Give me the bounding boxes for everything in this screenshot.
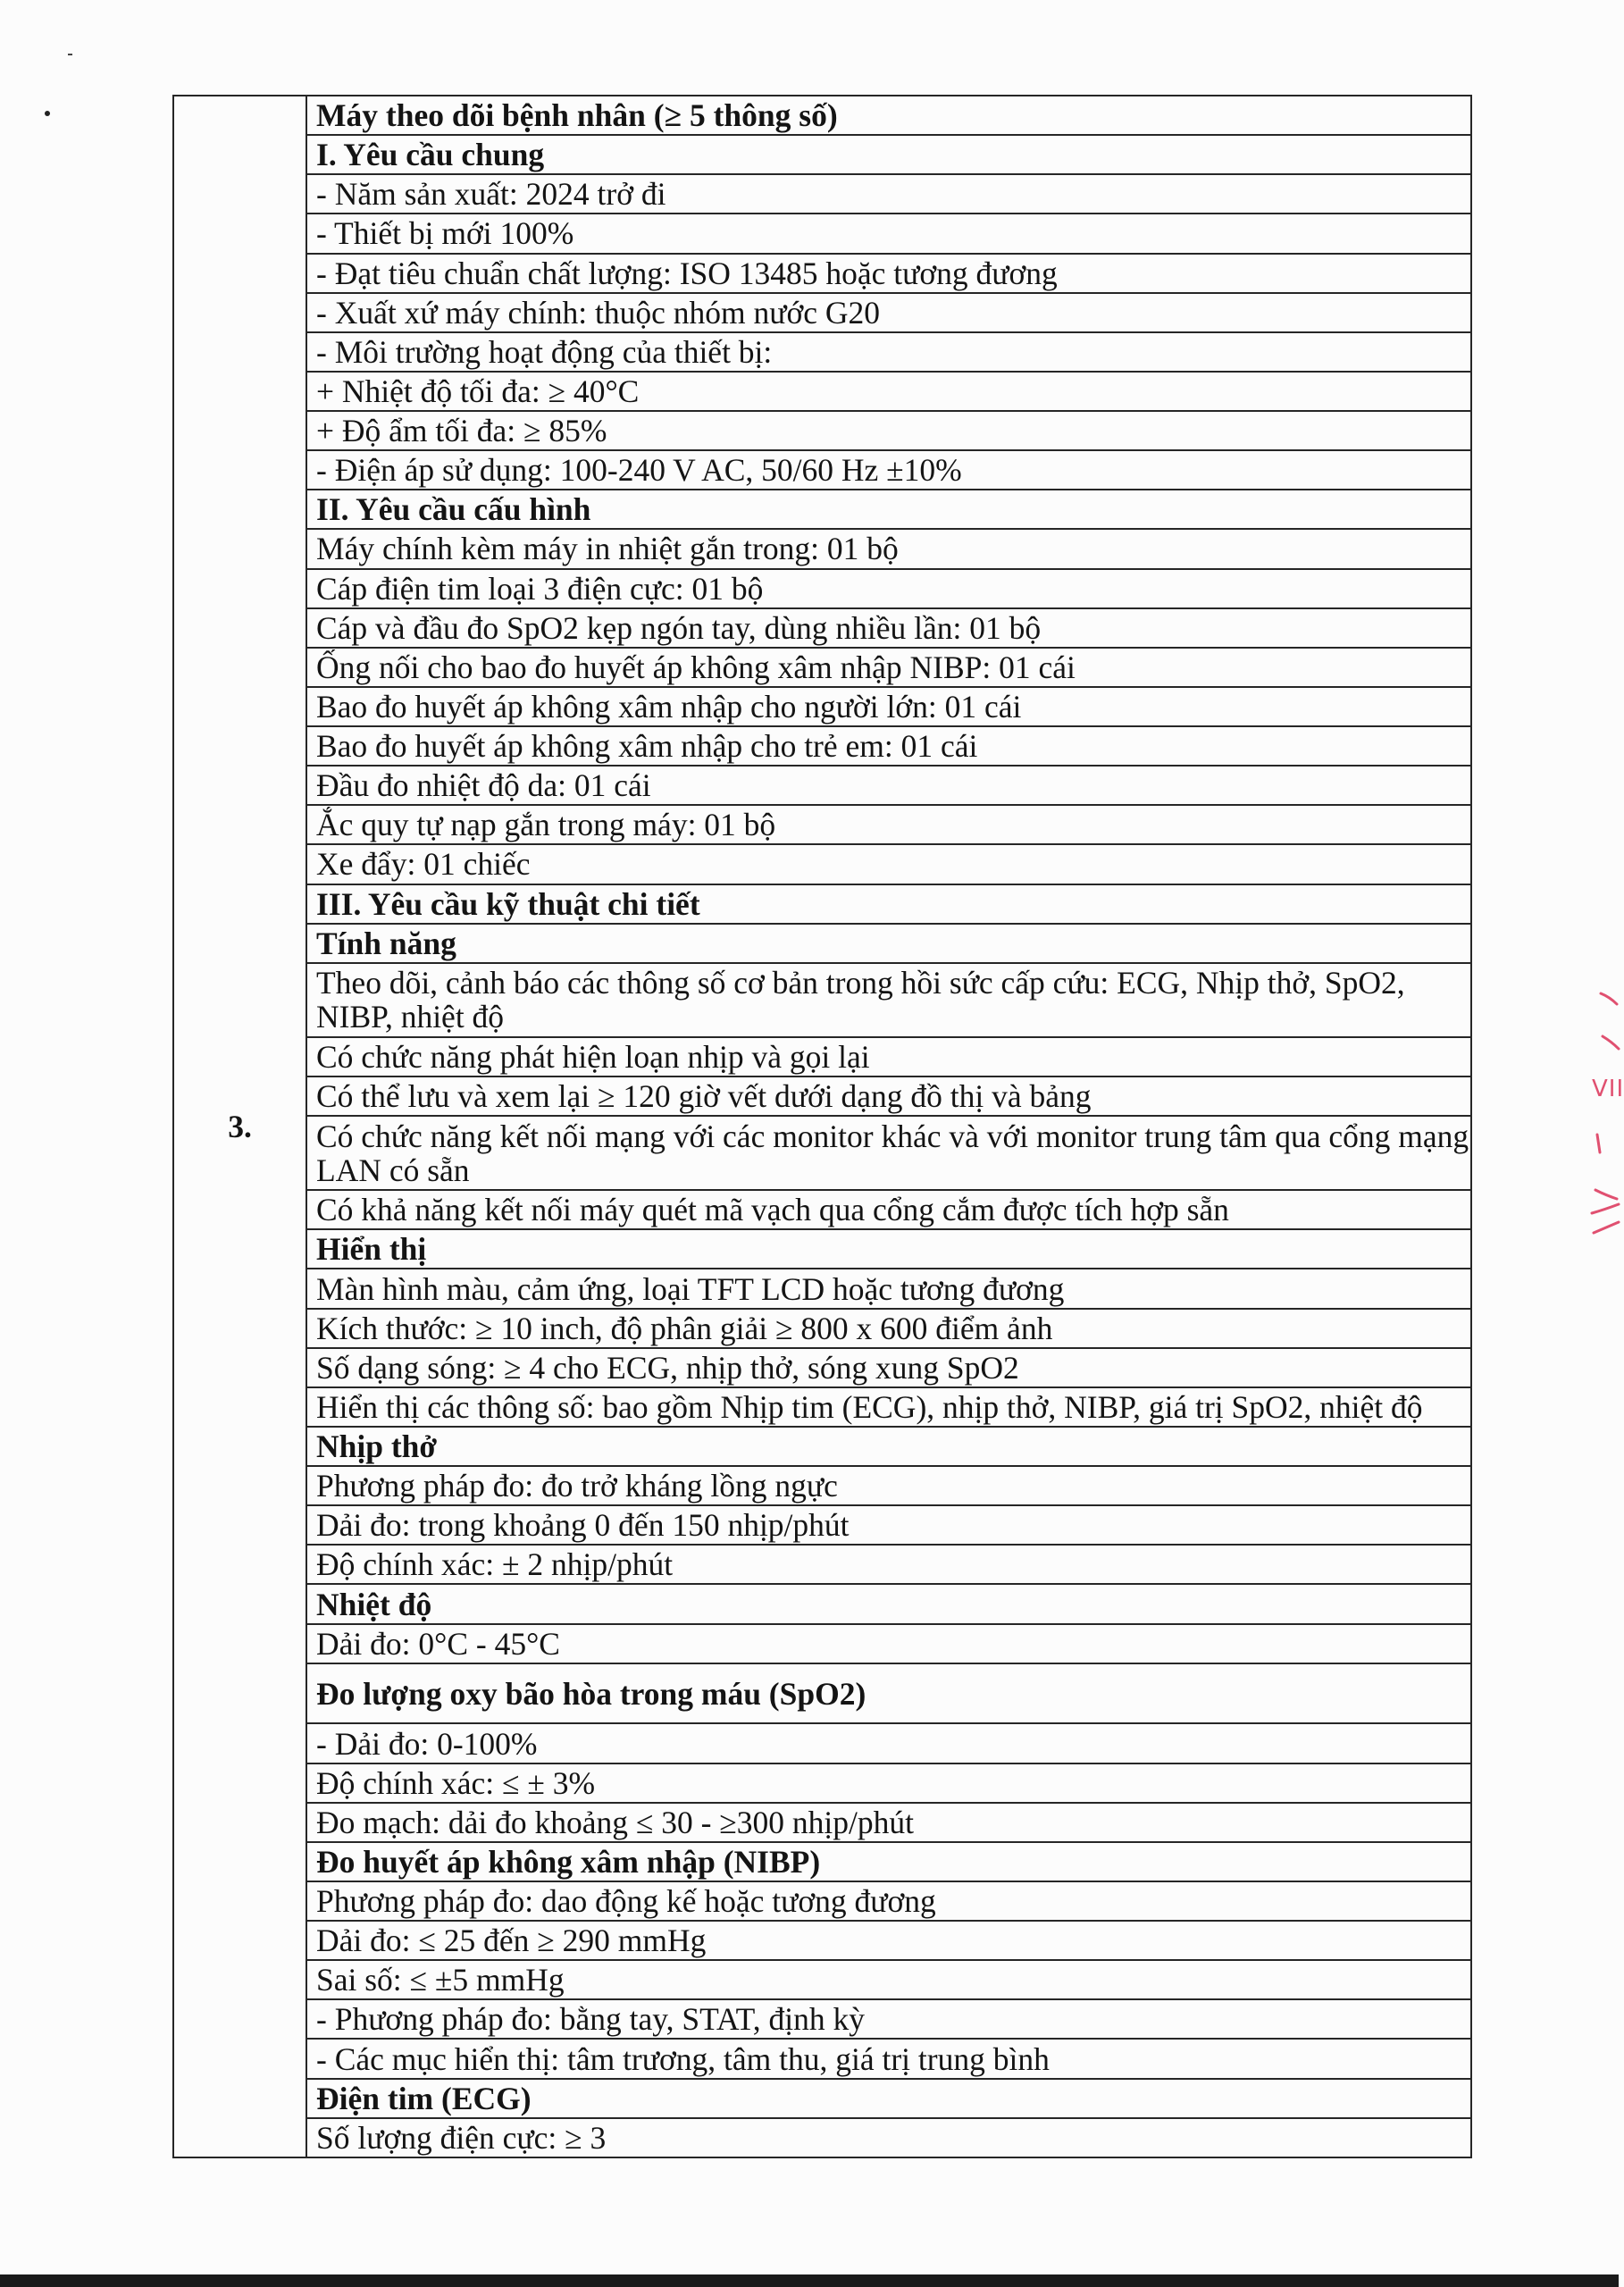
spec-item-cell: - Môi trường hoạt động của thiết bị: (306, 332, 1471, 372)
table-row (173, 490, 1471, 529)
table-row (173, 569, 1471, 608)
spec-item-cell: Số lượng điện cực: ≥ 3 (306, 2118, 1471, 2157)
section-heading-cell: I. Yêu cầu chung (306, 135, 1471, 174)
section-heading-cell: Nhiệt độ (306, 1584, 1471, 1623)
table-row (173, 1624, 1471, 1663)
table-row (173, 1505, 1471, 1545)
table-row (173, 1076, 1471, 1116)
table-row (173, 1269, 1471, 1308)
spec-item-cell: Độ chính xác: ± 2 nhịp/phút (306, 1545, 1471, 1584)
spec-item-cell: Hiển thị các thông số: bao gồm Nhịp tim (ECG), nhịp thở, NIBP, giá trị SpO2, nhiệt độ (306, 1387, 1471, 1427)
section-heading-cell: Máy theo dõi bệnh nhân (≥ 5 thông số) (306, 96, 1471, 135)
table-row (173, 1229, 1471, 1269)
table-row (173, 726, 1471, 766)
table-row (173, 608, 1471, 648)
spec-item-cell: Kích thước: ≥ 10 inch, độ phân giải ≥ 800 x 600 điểm ảnh (306, 1309, 1471, 1348)
stamp-fragment-mark (1590, 983, 1619, 1251)
spec-item-cell: Có chức năng phát hiện loạn nhịp và gọi lại (306, 1037, 1471, 1076)
table-row (173, 372, 1471, 411)
scan-speck (68, 54, 72, 55)
spec-item-cell: + Nhiệt độ tối đa: ≥ 40°C (306, 372, 1471, 411)
table-row (173, 924, 1471, 963)
table-row (173, 254, 1471, 293)
spec-item-cell: - Năm sản xuất: 2024 trở đi (306, 174, 1471, 214)
spec-item-cell: + Độ ẩm tối đa: ≥ 85% (306, 411, 1471, 450)
table-row (173, 293, 1471, 332)
table-row (173, 1999, 1471, 2039)
spec-item-cell: Bao đo huyết áp không xâm nhập cho trẻ em: 01 cái (306, 726, 1471, 766)
table-row (173, 648, 1471, 687)
table-row (173, 1921, 1471, 1960)
table-row (173, 1387, 1471, 1427)
spec-item-cell: - Thiết bị mới 100% (306, 214, 1471, 253)
spec-item-cell: Bao đo huyết áp không xâm nhập cho người lớn: 01 cái (306, 687, 1471, 726)
spec-item-cell: Có thể lưu và xem lại ≥ 120 giờ vết dưới dạng đồ thị và bảng (306, 1076, 1471, 1116)
stamp-fragment-text: VII (1592, 1076, 1624, 1102)
spec-item-cell: Màn hình màu, cảm ứng, loại TFT LCD hoặc tương đương (306, 1269, 1471, 1308)
spec-item-cell: Máy chính kèm máy in nhiệt gắn trong: 01 bộ (306, 529, 1471, 568)
section-heading-cell: Hiển thị (306, 1229, 1471, 1269)
table-row (173, 1763, 1471, 1803)
spec-item-cell: - Điện áp sử dụng: 100-240 V AC, 50/60 Hz ±10% (306, 450, 1471, 490)
table-row (173, 96, 1471, 135)
spec-item-cell: - Đạt tiêu chuẩn chất lượng: ISO 13485 hoặc tương đương (306, 254, 1471, 293)
table-row (173, 1960, 1471, 1999)
table-row (173, 411, 1471, 450)
section-heading-cell: Đo huyết áp không xâm nhập (NIBP) (306, 1842, 1471, 1881)
section-heading-cell: Đo lượng oxy bão hòa trong máu (SpO2) (306, 1663, 1471, 1724)
spec-item-cell: Đầu đo nhiệt độ da: 01 cái (306, 766, 1471, 805)
table-row (173, 2118, 1471, 2157)
table-row (173, 766, 1471, 805)
scan-bottom-edge (0, 2274, 1619, 2287)
table-row (173, 174, 1471, 214)
section-heading-cell: III. Yêu cầu kỹ thuật chi tiết (306, 884, 1471, 924)
table-row (173, 2079, 1471, 2118)
spec-item-cell: - Phương pháp đo: bằng tay, STAT, định kỳ (306, 1999, 1471, 2039)
table-row (173, 884, 1471, 924)
spec-item-cell: - Xuất xứ máy chính: thuộc nhóm nước G20 (306, 293, 1471, 332)
spec-item-cell: Đo mạch: dải đo khoảng ≤ 30 - ≥300 nhịp/phút (306, 1803, 1471, 1842)
spec-table (172, 95, 1472, 2158)
table-row (173, 1466, 1471, 1505)
table-row (173, 1663, 1471, 1724)
spec-item-cell: Cáp điện tim loại 3 điện cực: 01 bộ (306, 569, 1471, 608)
spec-item-cell: Phương pháp đo: đo trở kháng lồng ngực (306, 1466, 1471, 1505)
spec-item-cell: - Các mục hiển thị: tâm trương, tâm thu, giá trị trung bình (306, 2039, 1471, 2078)
table-row (173, 1842, 1471, 1881)
spec-item-cell: - Dải đo: 0-100% (306, 1723, 1471, 1763)
section-heading-cell: Nhịp thở (306, 1427, 1471, 1466)
spec-item-cell: Theo dõi, cảnh báo các thông số cơ bản trong hồi sức cấp cứu: ECG, Nhịp thở, SpO2, NIBP, nhiệt độ (306, 963, 1471, 1037)
spec-item-cell: Số dạng sóng: ≥ 4 cho ECG, nhịp thở, sóng xung SpO2 (306, 1348, 1471, 1387)
table-row (173, 1348, 1471, 1387)
table-row (173, 135, 1471, 174)
table-row (173, 332, 1471, 372)
section-heading-cell: II. Yêu cầu cấu hình (306, 490, 1471, 529)
spec-item-cell: Sai số: ≤ ±5 mmHg (306, 1960, 1471, 1999)
table-row (173, 1803, 1471, 1842)
section-heading-cell: Điện tim (ECG) (306, 2079, 1471, 2118)
spec-item-cell: Dải đo: trong khoảng 0 đến 150 nhịp/phút (306, 1505, 1471, 1545)
spec-item-cell: Có chức năng kết nối mạng với các monitor khác và với monitor trung tâm qua cổng mạng LAN có sẵn (306, 1116, 1471, 1190)
spec-item-cell: Cáp và đầu đo SpO2 kẹp ngón tay, dùng nhiều lần: 01 bộ (306, 608, 1471, 648)
table-row (173, 844, 1471, 884)
item-number-cell: 3. (173, 96, 306, 2157)
table-row (173, 1037, 1471, 1076)
table-row (173, 1584, 1471, 1623)
table-row (173, 1881, 1471, 1921)
table-row (173, 963, 1471, 1037)
table-row (173, 1116, 1471, 1190)
table-row (173, 214, 1471, 253)
table-row (173, 2039, 1471, 2078)
table-row (173, 529, 1471, 568)
table-row (173, 1427, 1471, 1466)
table-row (173, 1723, 1471, 1763)
spec-item-cell: Dải đo: 0°C - 45°C (306, 1624, 1471, 1663)
table-row (173, 1545, 1471, 1584)
spec-item-cell: Độ chính xác: ≤ ± 3% (306, 1763, 1471, 1803)
spec-item-cell: Ống nối cho bao đo huyết áp không xâm nhập NIBP: 01 cái (306, 648, 1471, 687)
table-row (173, 805, 1471, 844)
spec-item-cell: Xe đẩy: 01 chiếc (306, 844, 1471, 884)
table-row (173, 1190, 1471, 1229)
scan-dot (45, 111, 50, 116)
table-row (173, 450, 1471, 490)
table-row (173, 687, 1471, 726)
spec-item-cell: Có khả năng kết nối máy quét mã vạch qua cổng cắm được tích hợp sẵn (306, 1190, 1471, 1229)
section-heading-cell: Tính năng (306, 924, 1471, 963)
spec-item-cell: Ắc quy tự nạp gắn trong máy: 01 bộ (306, 805, 1471, 844)
table-row (173, 1309, 1471, 1348)
spec-item-cell: Phương pháp đo: dao động kế hoặc tương đương (306, 1881, 1471, 1921)
spec-item-cell: Dải đo: ≤ 25 đến ≥ 290 mmHg (306, 1921, 1471, 1960)
